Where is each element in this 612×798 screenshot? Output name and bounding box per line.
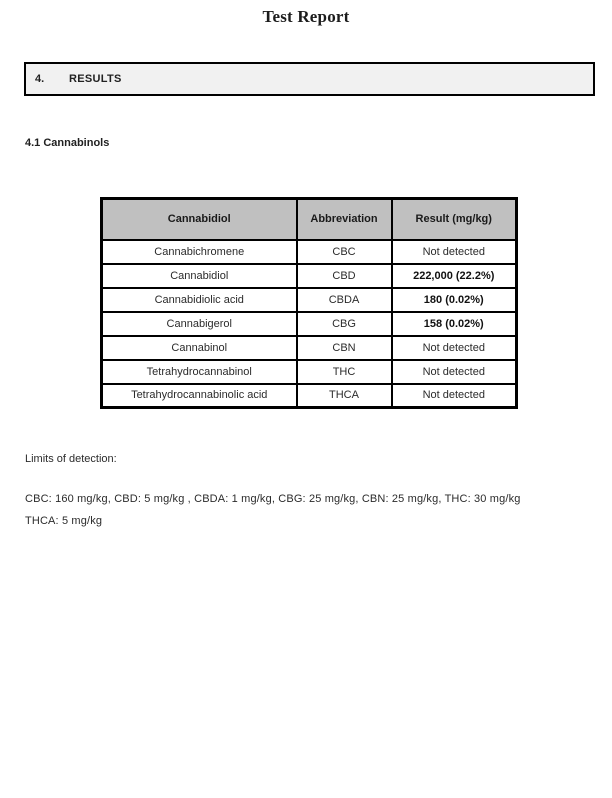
abbreviation-cell: CBC [297, 240, 392, 264]
table-row [102, 312, 517, 336]
abbreviation-cell: THCA [297, 384, 392, 408]
subsection-heading: 4.1 Cannabinols [25, 137, 110, 149]
abbreviation-cell: CBN [297, 336, 392, 360]
table-row [102, 384, 517, 408]
table-row [102, 240, 517, 264]
abbreviation-cell: CBG [297, 312, 392, 336]
limits-of-detection-line-1: CBC: 160 mg/kg, CBD: 5 mg/kg , CBDA: 1 mg/kg, CBG: 25 mg/kg, CBN: 25 mg/kg, THC: 30 mg/kg [25, 493, 521, 505]
section-label: RESULTS [69, 73, 122, 85]
compound-name-cell: Cannabidiol [102, 264, 297, 288]
abbreviation-cell: THC [297, 360, 392, 384]
page-title: Test Report [262, 7, 350, 26]
results-table-body [102, 240, 517, 408]
compound-name-cell: Cannabichromene [102, 240, 297, 264]
limits-of-detection-line-2: THCA: 5 mg/kg [25, 515, 103, 527]
result-cell: 180 (0.02%) [392, 288, 517, 312]
compound-name-cell: Cannabidiolic acid [102, 288, 297, 312]
result-cell: Not detected [392, 384, 517, 408]
table-row [102, 264, 517, 288]
table-row [102, 360, 517, 384]
column-header-abbreviation: Abbreviation [297, 199, 392, 240]
table-row [102, 288, 517, 312]
result-cell: 158 (0.02%) [392, 312, 517, 336]
limits-of-detection-heading: Limits of detection: [25, 453, 117, 465]
result-cell: Not detected [392, 240, 517, 264]
compound-name-cell: Tetrahydrocannabinol [102, 360, 297, 384]
column-header-compound: Cannabidiol [102, 199, 297, 240]
compound-name-cell: Cannabigerol [102, 312, 297, 336]
table-row [102, 336, 517, 360]
compound-name-cell: Cannabinol [102, 336, 297, 360]
abbreviation-cell: CBD [297, 264, 392, 288]
table-header-row [102, 199, 517, 240]
compound-name-cell: Tetrahydrocannabinolic acid [102, 384, 297, 408]
result-cell: 222,000 (22.2%) [392, 264, 517, 288]
result-cell: Not detected [392, 360, 517, 384]
section-header-box [24, 62, 595, 96]
abbreviation-cell: CBDA [297, 288, 392, 312]
results-table [100, 197, 518, 409]
result-cell: Not detected [392, 336, 517, 360]
column-header-result: Result (mg/kg) [392, 199, 517, 240]
section-number: 4. [35, 73, 45, 85]
